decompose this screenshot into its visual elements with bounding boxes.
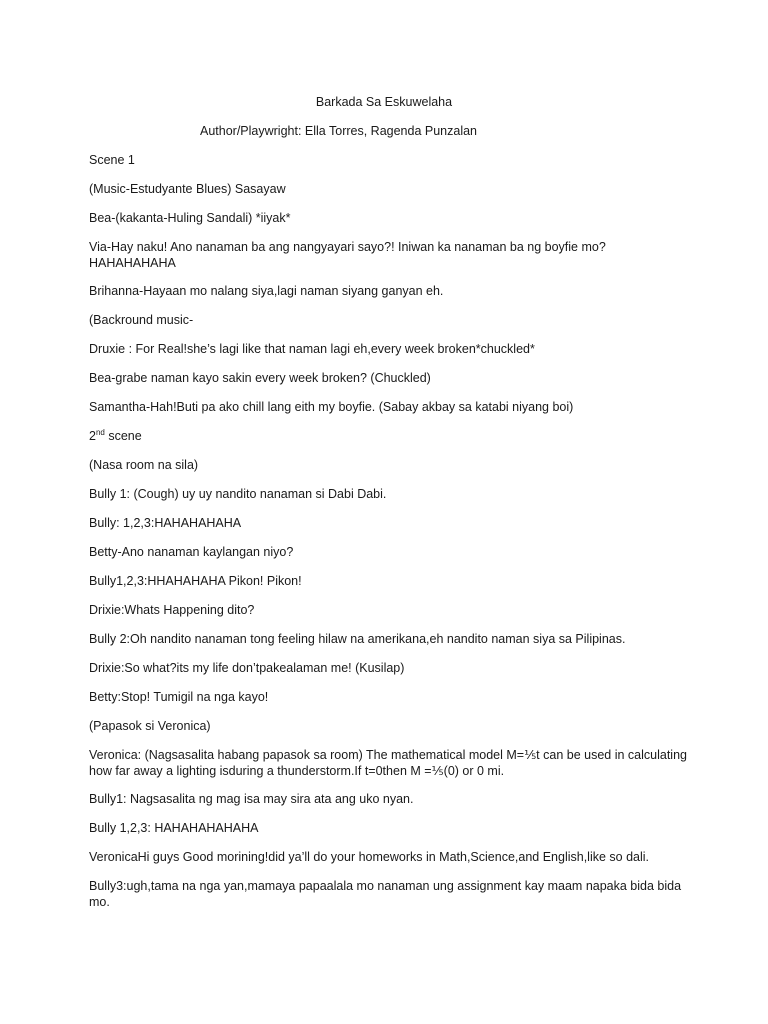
script-line: Brihanna-Hayaan mo nalang siya,lagi naman siyang ganyan eh. — [89, 284, 444, 298]
script-line: Betty:Stop! Tumigil na nga kayo! — [89, 690, 269, 704]
script-line: Bully: 1,2,3:HAHAHAHAHA — [89, 516, 242, 530]
script-line: Bully3:ugh,tama na nga yan,mamaya papaalala mo nanaman ung assignment kay maam napaka bida bida mo. — [89, 879, 682, 909]
script-line: (Papasok si Veronica) — [89, 719, 211, 733]
script-line: Betty-Ano nanaman kaylangan niyo? — [89, 545, 294, 559]
script-line: Samantha-Hah!Buti pa ako chill lang eith my boyfie. (Sabay akbay sa katabi niyang boi) — [89, 400, 574, 414]
script-line: (Nasa room na sila) — [89, 458, 199, 472]
script-line: Drixie:Whats Happening dito? — [89, 603, 255, 617]
second-scene-number: 2 — [89, 429, 96, 443]
script-line: Drixie:So what?its my life don’tpakealaman me! (Kusilap) — [89, 661, 405, 675]
script-line: Bea-grabe naman kayo sakin every week broken? (Chuckled) — [89, 371, 431, 385]
script-line: (Music-Estudyante Blues) Sasayaw — [89, 182, 286, 196]
script-line: Bea-(kakanta-Huling Sandali) *iiyak* — [89, 211, 291, 225]
second-scene-suffix: nd — [95, 427, 105, 437]
script-line: Scene 1 — [89, 153, 135, 167]
script-line: Veronica: (Nagsasalita habang papasok sa room) The mathematical model M=⅕t can be used in calculating how far away a lighting isduring a thunderstorm.If t=0then M =⅕(0) or 0 mi. — [89, 748, 687, 778]
script-lines — [89, 152, 689, 922]
script-line: Bully 1,2,3: HAHAHAHAHAHA — [89, 821, 259, 835]
script-line: Via-Hay naku! Ano nanaman ba ang nangyayari sayo?! Iniwan ka nanaman ba ng boyfie mo? HAHAHAHAHA — [89, 240, 606, 270]
script-line: (Backround music- — [89, 313, 194, 327]
second-scene-label: scene — [104, 429, 142, 443]
script-title: Barkada Sa Eskuwelaha — [315, 95, 453, 109]
script-line: Bully1,2,3:HHAHAHAHA Pikon! Pikon! — [89, 574, 302, 588]
second-scene-heading — [89, 428, 689, 444]
script-line: Bully 2:Oh nandito nanaman tong feeling hilaw na amerikana,eh nandito naman siya sa Pilipinas. — [89, 632, 626, 646]
script-line: Bully1: Nagsasalita ng mag isa may sira ata ang uko nyan. — [89, 792, 414, 806]
author-line: Author/Playwright: Ella Torres, Ragenda Punzalan — [200, 124, 478, 138]
script-line: Bully 1: (Cough) uy uy nandito nanaman si Dabi Dabi. — [89, 487, 387, 501]
script-line: VeronicaHi guys Good morining!did ya’ll do your homeworks in Math,Science,and English,like so dali. — [89, 850, 650, 864]
script-line: Druxie : For Real!she’s lagi like that naman lagi eh,every week broken*chuckled* — [89, 342, 535, 356]
